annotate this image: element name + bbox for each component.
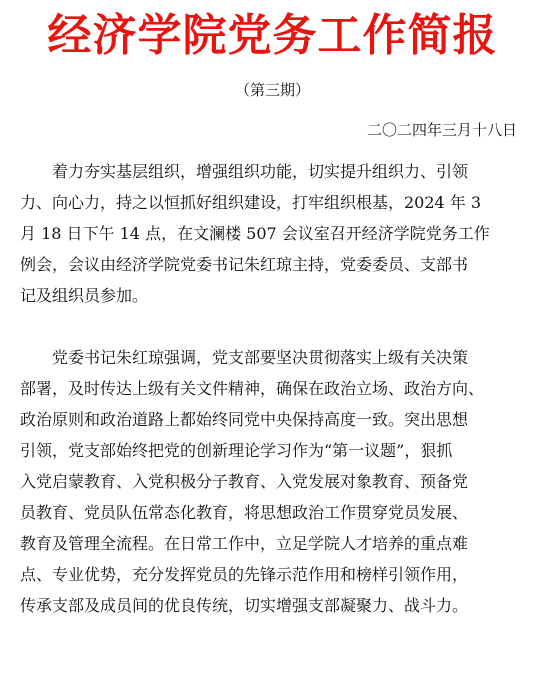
paragraph-line: 着力夯实基层组织，增强组织功能，切实提升组织力、引领 [52, 162, 469, 181]
paragraph-line: 传承支部及成员间的优良传统，切实增强支部凝聚力、战斗力。 [20, 596, 469, 615]
paragraph-1 [20, 156, 525, 311]
publish-date: 二〇二四年三月十八日 [366, 121, 517, 139]
paragraph-line: 入党启蒙教育、入党积极分子教育、入党发展对象教育、预备党 [20, 472, 469, 491]
paragraph-line: 教育及管理全流程。在日常工作中，立足学院人才培养的重点难 [20, 534, 469, 553]
bulletin-title: 经济学院党务工作简报 [47, 10, 498, 61]
paragraph-line: 记及组织员参加。 [20, 286, 149, 305]
paragraph-line: 引领，党支部始终把党的创新理论学习作为“第一议题”，狠抓 [20, 441, 453, 460]
paragraph-line: 部署，及时传达上级有关文件精神，确保在政治立场、政治方向、 [20, 379, 485, 398]
paragraph-line: 例会，会议由经济学院党委书记朱红琼主持，党委委员、支部书 [20, 255, 469, 274]
paragraph-line: 点、专业优势，充分发挥党员的先锋示范作用和榜样引领作用， [20, 565, 469, 584]
paragraph-line: 员教育、党员队伍常态化教育，将思想政治工作贯穿党员发展、 [20, 503, 469, 522]
issue-number: （第三期） [234, 81, 310, 99]
paragraph-line: 党委书记朱红琼强调，党支部要坚决贯彻落实上级有关决策 [52, 348, 469, 367]
paragraph-line: 力、向心力，持之以恒抓好组织建设，打牢组织根基，2024 年 3 [20, 193, 482, 212]
paragraph-2 [20, 342, 525, 621]
paragraph-line: 月 18 日下午 14 点，在文澜楼 507 会议室召开经济学院党务工作 [20, 224, 490, 243]
paragraph-line: 政治原则和政治道路上都始终同党中央保持高度一致。突出思想 [20, 410, 469, 429]
